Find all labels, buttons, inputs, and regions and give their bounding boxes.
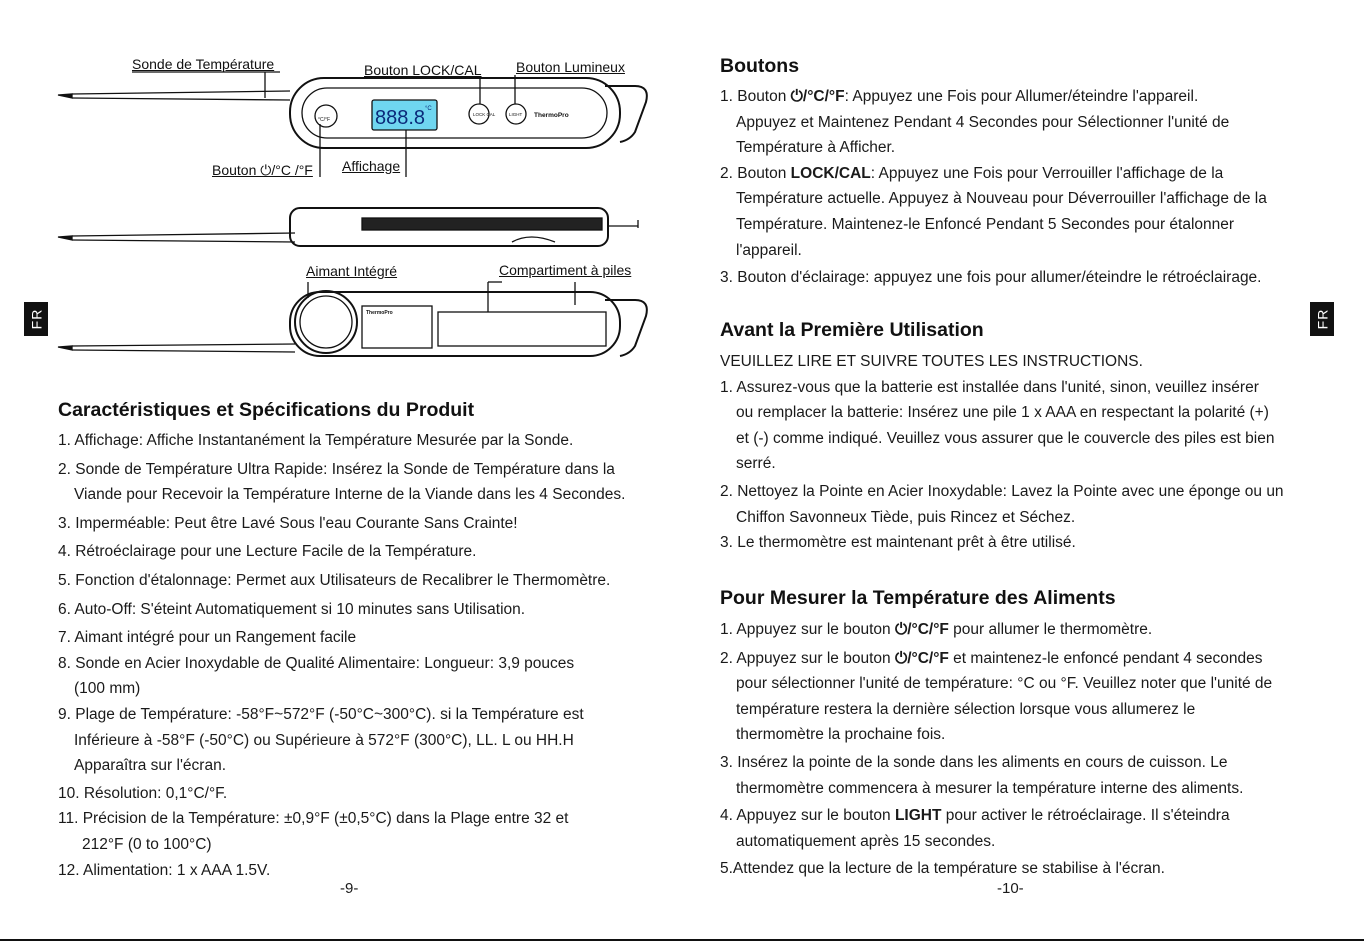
magnet-callout: Aimant Intégré [306,263,398,279]
battery-callout: Compartiment à piles [499,262,632,278]
light-key-label: LIGHT [509,112,523,117]
spec-line: 8. Sonde en Acier Inoxydable de Qualité Alimentaire: Longueur: 3,9 pouces [58,654,575,672]
spec-line: Viande pour Recevoir la Température Interne de la Viande dans les 4 Secondes. [74,486,626,504]
measure-line: 3. Insérez la pointe de la sonde dans les aliments en cours de cuisson. Le [720,753,1228,771]
spec-line: 1. Affichage: Affiche Instantanément la Température Mesurée par la Sonde. [58,432,574,449]
side-tab-right: FR [1310,302,1334,336]
brand-logo: ThermoPro [534,112,569,119]
spec-line: 4. Rétroéclairage pour une Lecture Facile de la Température. [58,543,477,561]
buttons-section [720,55,1320,78]
measure-line: température restera la dernière sélection lorsque vous allumerez le [736,700,1196,718]
buttons-heading: Boutons [720,55,800,77]
back-view [58,282,647,356]
bottom-rule [0,939,1364,941]
first-use-line: Chiffon Savonneux Tiède, puis Rincez et Séchez. [736,508,1076,526]
spec-line: 5. Fonction d'étalonnage: Permet aux Utilisateurs de Recalibrer le Thermomètre. [58,571,611,589]
page-number-right: -10- [997,880,1024,897]
lock-key-label: LOCK CAL [473,112,496,117]
measure-list [720,617,1330,882]
lock-button-callout: Bouton LOCK/CAL [364,62,482,78]
first-use-line: serré. [736,455,776,473]
side-tab-left: FR [24,302,48,336]
display-callout: Affichage [342,158,401,174]
specs-heading: Caractéristiques et Spécifications du Produit [58,399,475,421]
spec-line: 12. Alimentation: 1 x AAA 1.5V. [58,861,271,879]
button-desc-line: Appuyez et Maintenez Pendant 4 Secondes pour Sélectionner l'unité de [736,113,1230,131]
first-use-heading: Avant la Première Utilisation [720,319,984,341]
light-button-callout: Bouton Lumineux [516,59,625,75]
measure-line: 2. Appuyez sur le bouton ⏻/°C/°F et maintenez-le enfoncé pendant 4 secondes [720,649,1263,667]
measure-heading: Pour Mesurer la Température des Aliments [720,587,1116,609]
buttons-list [720,84,1320,291]
first-use-section [720,319,1320,342]
spec-line: 9. Plage de Température: -58°F~572°F (-50°C~300°C). si la Température est [58,705,584,723]
button-desc-line: Température à Afficher. [736,139,896,157]
measure-line: 5.Attendez que la lecture de la température se stabilise à l'écran. [720,860,1165,878]
thermometer-diagram [50,50,680,370]
thermometer-illustration [50,50,680,370]
side-view [58,208,638,246]
button-desc-line: 3. Bouton d'éclairage: appuyez une fois pour allumer/éteindre le rétroéclairage. [720,269,1262,287]
measure-line: thermomètre la prochaine fois. [736,726,946,744]
first-use-line: 3. Le thermomètre est maintenant prêt à être utilisé. [720,534,1076,552]
button-desc-line: 1. Bouton ⏻/°C/°F: Appuyez une Fois pour Allumer/éteindre l'appareil. [720,88,1199,105]
spec-line: Inférieure à -58°F (-50°C) ou Supérieure à 572°F (300°C), LL. L ou HH.H [74,731,574,749]
first-use-line: VEUILLEZ LIRE ET SUIVRE TOUTES LES INSTRUCTIONS. [720,353,1143,370]
first-use-line: 2. Nettoyez la Pointe en Acier Inoxydable: Lavez la Pointe avec une éponge ou un [720,482,1284,500]
measure-section [720,587,1320,610]
spec-line: 6. Auto-Off: S'éteint Automatiquement si 10 minutes sans Utilisation. [58,600,526,618]
measure-line: thermomètre commencera à mesurer la température interne des aliments. [736,779,1244,797]
button-desc-line: Température actuelle. Appuyez à Nouveau pour Déverrouiller l'affichage de la [736,190,1267,208]
spec-line: 7. Aimant intégré pour un Rangement facile [58,629,357,647]
first-use-line: 1. Assurez-vous que la batterie est installée dans l'unité, sinon, veuillez insérer [720,378,1259,396]
spec-line: 10. Résolution: 0,1°C/°F. [58,784,228,802]
power-button-callout: Bouton ⏻/°C /°F [212,162,313,178]
power-key-label: °C/°F [318,117,331,123]
button-desc-line: Température. Maintenez-le Enfoncé Pendant 5 Secondes pour étalonner [736,215,1235,233]
spec-line: 2. Sonde de Température Ultra Rapide: Insérez la Sonde de Température dans la [58,460,615,478]
button-desc-line: l'appareil. [736,241,802,259]
lcd-unit: °C [425,106,432,112]
first-use-line: et (-) comme indiqué. Veuillez vous assurer que le couvercle des piles est bien [736,429,1275,447]
measure-line: 1. Appuyez sur le bouton ⏻/°C/°F pour allumer le thermomètre. [720,621,1153,638]
back-brand-logo: ThermoPro [366,310,393,316]
first-use-line: ou remplacer la batterie: Insérez une pile 1 x AAA en respectant la polarité (+) [736,404,1269,422]
spec-line: 3. Imperméable: Peut être Lavé Sous l'eau Courante Sans Crainte! [58,514,518,532]
specs-list [58,428,668,883]
first-use-list [720,349,1320,556]
measure-line: automatiquement après 15 secondes. [736,832,996,850]
measure-line: pour sélectionner l'unité de température: °C ou °F. Veuillez noter que l'unité de [736,675,1273,693]
spec-line: 11. Précision de la Température: ±0,9°F (±0,5°C) dans la Plage entre 32 et [58,810,569,828]
measure-line: 4. Appuyez sur le bouton LIGHT pour activer le rétroéclairage. Il s'éteindra [720,807,1230,825]
button-desc-line: 2. Bouton LOCK/CAL: Appuyez une Fois pour Verrouiller l'affichage de la [720,164,1224,182]
spec-line: (100 mm) [74,680,141,698]
page-number-left: -9- [340,880,359,897]
product-specs-section [58,399,658,422]
spec-line: Apparaîtra sur l'écran. [74,757,227,775]
probe-callout: Sonde de Température [132,56,275,72]
spec-line: 212°F (0 to 100°C) [82,835,212,853]
lcd-digits: 888.8 [375,107,426,129]
